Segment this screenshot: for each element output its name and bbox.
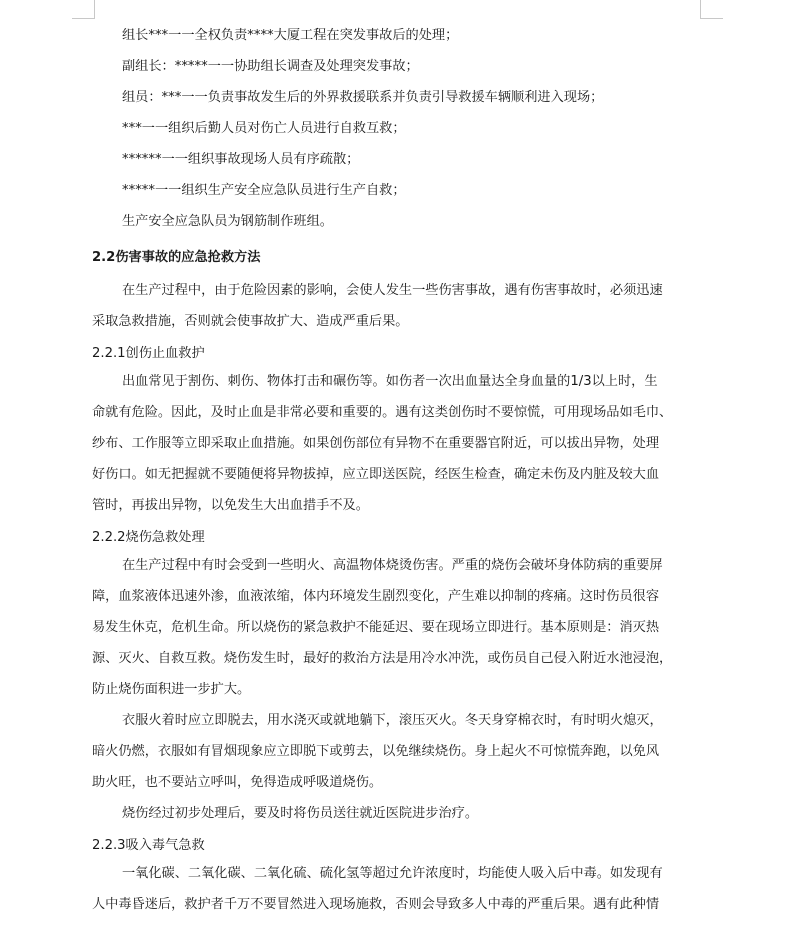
- paragraph: [92, 368, 702, 523]
- paragraph-line: 易发生休克，危机生命。所以烧伤的紧急救护不能延迟、要在现场立即进行。基本原则是：消灭热: [92, 620, 660, 635]
- paragraph: [92, 277, 702, 339]
- paragraph: [92, 552, 702, 707]
- paragraph: [92, 707, 702, 800]
- paragraph-line: 一氧化碳、二氧化碳、二氧化硫、硫化氢等超过允许浓度时，均能使人吸入后中毒。如发现有: [122, 866, 663, 881]
- role-list: [92, 22, 702, 239]
- paragraph: [92, 800, 702, 831]
- paragraph-line: 人中毒昏迷后，救护者千万不要冒然进入现场施救，否则会导致多人中毒的严重后果。遇有此种情: [92, 897, 660, 912]
- role-line: 组员：***一一负责事故发生后的外界救援联系并负责引导救援车辆顺利进入现场；: [122, 90, 604, 105]
- paragraph-line: 好伤口。如无把握就不要随便将异物拔掉，应立即送医院，经医生检查，确定未伤及内脏及较大血: [92, 467, 660, 482]
- section-heading: 2.2伤害事故的应急抢救方法: [92, 250, 261, 265]
- document-body: [92, 22, 702, 922]
- paragraph-line: 在生产过程中，由于危险因素的影响，会使人发生一些伤害事故，遇有伤害事故时，必须迅速: [122, 283, 663, 298]
- role-line: ******一一组织事故现场人员有序疏散；: [122, 152, 360, 167]
- paragraph: [92, 860, 702, 922]
- subsection-heading: 2.2.1创伤止血救护: [92, 346, 205, 361]
- top-left-margin-mark: [72, 0, 95, 19]
- paragraph-line: 源、灭火、自救互救。烧伤发生时，最好的救治方法是用冷水冲洗，或伤员自己侵入附近水池浸泡，: [92, 651, 673, 666]
- paragraph-line: 衣服火着时应立即脱去，用水浇灭或就地躺下，滚压灭火。冬天身穿棉衣时，有时明火熄灭，: [122, 713, 663, 728]
- paragraph-line: 管时，再拔出异物，以免发生大出血措手不及。: [92, 498, 369, 513]
- top-right-margin-mark: [700, 0, 723, 19]
- paragraph-line: 在生产过程中有时会受到一些明火、高温物体烧烫伤害。严重的烧伤会破坏身体防病的重要屏: [122, 558, 663, 573]
- role-line: *****一一组织生产安全应急队员进行生产自救；: [122, 183, 406, 198]
- paragraph-line: 命就有危险。因此，及时止血是非常必要和重要的。遇有这类创伤时不要惊慌，可用现场品如毛巾、: [92, 405, 673, 420]
- paragraph-line: 纱布、工作服等立即采取止血措施。如果创伤部位有异物不在重要器官附近，可以拔出异物，处理: [92, 436, 660, 451]
- paragraph-line: 障，血浆液体迅速外渗，血液浓缩，体内环境发生剧烈变化，产生难以抑制的疼痛。这时伤员很容: [92, 589, 660, 604]
- role-line: 生产安全应急队员为钢筋制作班组。: [122, 214, 333, 229]
- role-line: 组长***一一全权负责****大厦工程在突发事故后的处理；: [122, 28, 459, 43]
- role-line: ***一一组织后勤人员对伤亡人员进行自救互救；: [122, 121, 406, 136]
- subsection-heading: 2.2.3吸入毒气急救: [92, 838, 205, 853]
- paragraph-line: 采取急救措施，否则就会使事故扩大、造成严重后果。: [92, 314, 409, 329]
- paragraph-line: 出血常见于割伤、刺伤、物体打击和碾伤等。如伤者一次出血量达全身血量的1/3以上时，生: [122, 374, 658, 389]
- paragraph-line: 防止烧伤面积进一步扩大。: [92, 682, 251, 697]
- role-line: 副组长：*****一一协助组长调查及处理突发事故；: [122, 59, 419, 74]
- paragraph-line: 暗火仍燃，衣服如有冒烟现象应立即脱下或剪去，以免继续烧伤。身上起火不可惊慌奔跑，以免风: [92, 744, 660, 759]
- paragraph-line: 烧伤经过初步处理后，要及时将伤员送往就近医院进步治疗。: [122, 806, 479, 821]
- subsection-heading: 2.2.2烧伤急救处理: [92, 530, 205, 545]
- paragraph-line: 助火旺，也不要站立呼叫，免得造成呼吸道烧伤。: [92, 775, 383, 790]
